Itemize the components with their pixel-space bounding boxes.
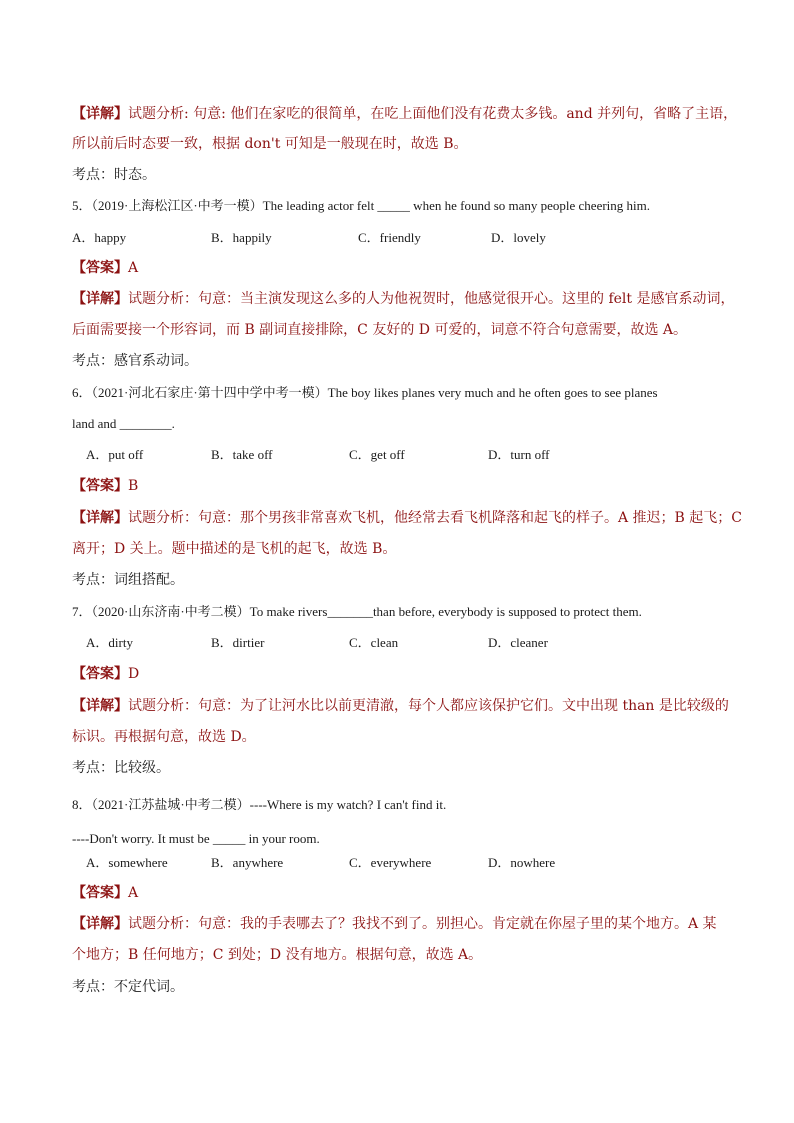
q5-option-a: A．happy xyxy=(72,230,127,245)
q6-stem-line1: 6．（2021·河北石家庄·第十四中学中考一模）The boy likes planes very much and he often goes to see planes xyxy=(72,385,658,400)
explanation-text: 试题分析: 句意: 他们在家吃的很简单，在吃上面他们没有花费太多钱。and 并列句，省略了主语， xyxy=(128,106,738,122)
q8-option-d: D．nowhere xyxy=(488,855,556,870)
q6-explanation-line1 xyxy=(72,508,742,528)
answer-value: B xyxy=(128,478,139,494)
q6-explanation-line2: 离开；D 关上。题中描述的是飞机的起飞，故选 B。 xyxy=(72,541,397,557)
explanation-text: 试题分析：句意：那个男孩非常喜欢飞机，他经常去看飞机降落和起飞的样子。A 推迟；B 起飞；C xyxy=(128,510,743,526)
q8-stem-line1: 8．（2021·江苏盐城·中考二模）----Where is my watch? I can't find it. xyxy=(72,797,447,812)
answer-value: A xyxy=(128,885,139,901)
q8-stem-line2: ----Don't worry. It must be _____ in your room. xyxy=(72,831,320,846)
answer-label: 【答案】 xyxy=(72,478,128,494)
explanation-label: 【详解】 xyxy=(72,106,128,122)
explanation-label: 【详解】 xyxy=(72,510,128,526)
answer-value: D xyxy=(128,666,140,682)
q4-kaodian: 考点：时态。 xyxy=(72,167,156,183)
explanation-label: 【详解】 xyxy=(72,291,128,307)
q8-explanation-line1 xyxy=(72,914,717,934)
q6-option-a: A．put off xyxy=(86,447,144,462)
q5-option-d: D．lovely xyxy=(491,230,546,245)
q6-stem-line2: land and ________. xyxy=(72,416,175,431)
q5-kaodian: 考点：感官系动词。 xyxy=(72,353,198,369)
q5-explanation-line2: 后面需要接一个形容词，而 B 副词直接排除，C 友好的 D 可爱的，词意不符合句意需要，故选 A。 xyxy=(72,322,688,338)
answer-label: 【答案】 xyxy=(72,260,128,276)
q6-option-b: B．take off xyxy=(211,447,273,462)
q8-option-a: A．somewhere xyxy=(86,855,168,870)
q7-kaodian: 考点：比较级。 xyxy=(72,760,170,776)
answer-label: 【答案】 xyxy=(72,666,128,682)
explanation-label: 【详解】 xyxy=(72,916,128,932)
q6-option-d: D．turn off xyxy=(488,447,550,462)
q8-option-c: C．everywhere xyxy=(349,855,432,870)
explanation-text: 试题分析：句意：我的手表哪去了？我找不到了。别担心。肯定就在你屋子里的某个地方。A 某 xyxy=(128,916,717,932)
q6-option-c: C．get off xyxy=(349,447,405,462)
q8-kaodian: 考点：不定代词。 xyxy=(72,979,184,995)
explanation-label: 【详解】 xyxy=(72,698,128,714)
q6-kaodian: 考点：词组搭配。 xyxy=(72,572,184,588)
q7-option-b: B．dirtier xyxy=(211,635,265,650)
explanation-text: 试题分析：句意：为了让河水比以前更清澈，每个人都应该保护它们。文中出现 than 是比较级的 xyxy=(128,698,729,714)
q5-option-c: C．friendly xyxy=(358,230,421,245)
q8-explanation-line2: 个地方；B 任何地方；C 到处；D 没有地方。根据句意，故选 A。 xyxy=(72,947,483,963)
q7-explanation-line2: 标识。再根据句意，故选 D。 xyxy=(72,729,256,745)
q8-answer xyxy=(72,883,138,903)
q8-option-b: B．anywhere xyxy=(211,855,284,870)
explanation-text: 试题分析：句意：当主演发现这么多的人为他祝贺时，他感觉很开心。这里的 felt 是感官系动词， xyxy=(128,291,735,307)
q5-stem: 5．（2019·上海松江区·中考一模）The leading actor felt _____ when he found so many people cheering him. xyxy=(72,198,651,213)
q7-stem: 7．（2020·山东济南·中考二模）To make rivers_______than before, everybody is supposed to protect them. xyxy=(72,604,642,619)
q7-option-d: D．cleaner xyxy=(488,635,548,650)
q6-answer xyxy=(72,476,138,496)
answer-value: A xyxy=(128,260,139,276)
q5-answer xyxy=(72,258,138,278)
q4-explanation-line1 xyxy=(72,104,737,124)
q7-option-a: A．dirty xyxy=(86,635,133,650)
q5-explanation-line1 xyxy=(72,289,734,309)
q7-answer xyxy=(72,664,139,684)
q5-option-b: B．happily xyxy=(211,230,272,245)
q4-explanation-line2: 所以前后时态要一致，根据 don't 可知是一般现在时，故选 B。 xyxy=(72,136,468,152)
answer-label: 【答案】 xyxy=(72,885,128,901)
q7-option-c: C．clean xyxy=(349,635,399,650)
q7-explanation-line1 xyxy=(72,696,729,716)
